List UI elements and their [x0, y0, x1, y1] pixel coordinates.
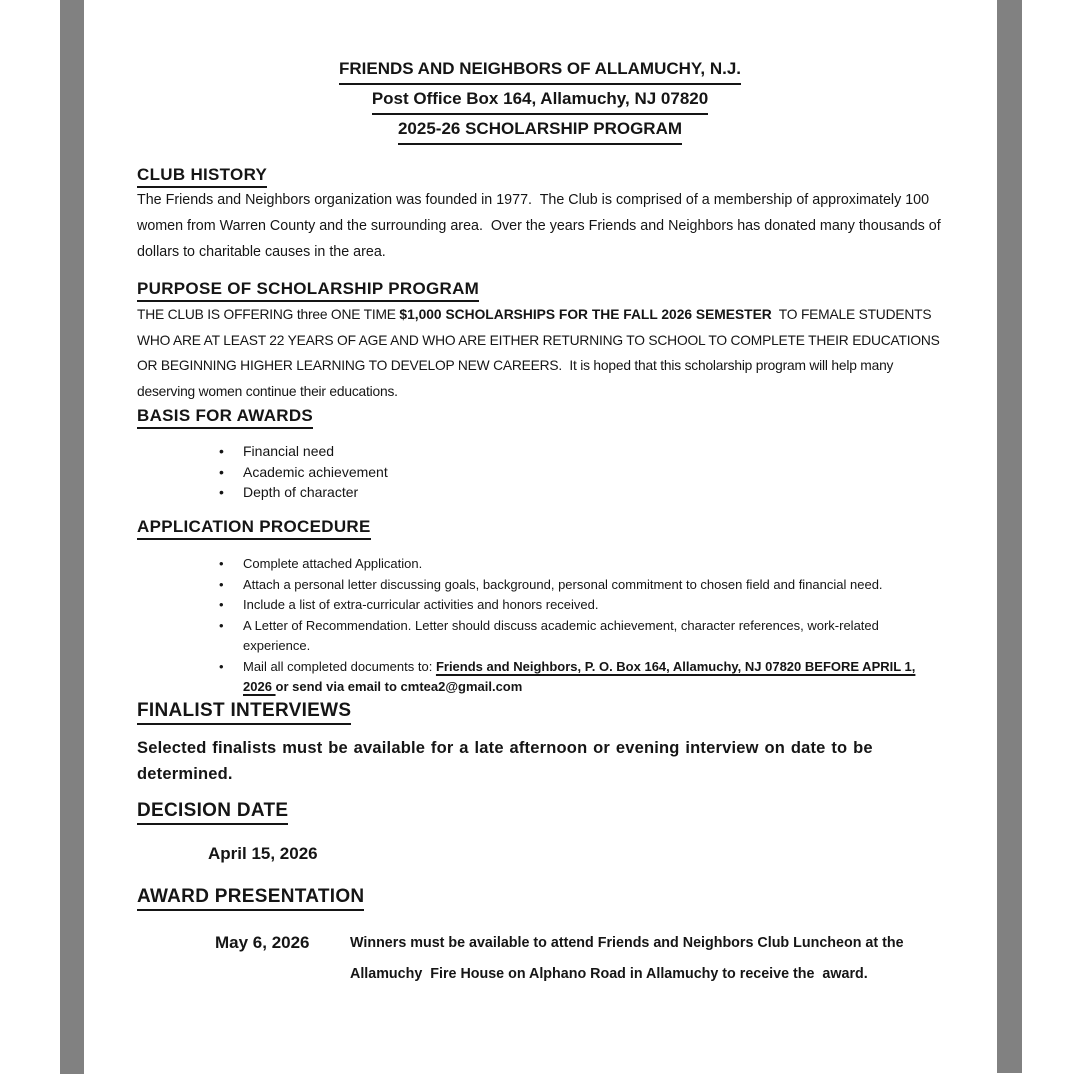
mail-email-text: or send via email to cmtea2@gmail.com [275, 679, 523, 694]
document-sheet [84, 0, 997, 1080]
bullet-label: Include a list of extra-curricular activities and honors received. [243, 597, 599, 612]
finalist-paragraph: Selected finalists must be available for a late afternoon or evening interview on date to be determined. [137, 739, 873, 783]
decision-date-heading: DECISION DATE [137, 800, 943, 825]
document-header [137, 55, 943, 145]
mail-bullet-prefix: Mail all completed documents to: [243, 658, 436, 674]
mail-bullet-text [243, 657, 943, 698]
club-history-paragraph: The Friends and Neighbors organization was founded in 1977. The Club is comprised of a membership of approximately 100 women from Warren County and the surrounding area. Over the years Friends and Neighbors has donated many thousands of dollars to charitable causes in the area. [137, 192, 945, 260]
header-address: Post Office Box 164, Allamuchy, NJ 07820 [137, 85, 943, 115]
right-gray-border-bar [997, 0, 1022, 1073]
basis-bullet-list [137, 441, 1025, 503]
bullet-label: Academic achievement [243, 463, 388, 480]
award-presentation-heading: AWARD PRESENTATION [137, 886, 943, 911]
bullet-icon: • [219, 617, 224, 633]
bullet-label: Complete attached Application. [243, 556, 423, 571]
bullet-icon: • [219, 556, 224, 571]
list-item [219, 441, 1025, 462]
purpose-text-lead: THE CLUB IS OFFERING three ONE TIME [137, 307, 400, 322]
purpose-paragraph [137, 302, 943, 404]
bullet-icon: • [219, 484, 224, 500]
bullet-label: Depth of character [243, 484, 359, 500]
award-presentation-row [137, 928, 943, 989]
mail-address-underlined: Friends and Neighbors, P. O. Box 164, Allamuchy, NJ 07820 BEFORE APRIL 1, 2026 [243, 658, 916, 694]
bullet-icon: • [219, 463, 224, 480]
bullet-label: Attach a personal letter discussing goals, background, personal commitment to chosen field and financial need. [243, 576, 883, 592]
bullet-label: A Letter of Recommendation. Letter should discuss academic achievement, character references, work-related experience. [243, 617, 879, 653]
mail-documents-bullet [219, 657, 1025, 698]
application-procedure-heading: APPLICATION PROCEDURE [137, 517, 943, 540]
award-details-text: Winners must be available to attend Friends and Neighbors Club Luncheon at the Allamuchy Fire House on Alphano Road in Allamuchy to receive the award. [350, 935, 907, 982]
header-program-title: 2025-26 SCHOLARSHIP PROGRAM [137, 115, 943, 145]
purpose-heading: PURPOSE OF SCHOLARSHIP PROGRAM [137, 279, 943, 302]
left-gray-border-bar [60, 0, 84, 1074]
header-org-name: FRIENDS AND NEIGHBORS OF ALLAMUCHY, N.J. [137, 55, 943, 85]
application-bullet-list [137, 554, 1025, 698]
club-history-heading: CLUB HISTORY [137, 165, 943, 188]
bullet-label: Financial need [243, 443, 335, 459]
basis-for-awards-heading: BASIS FOR AWARDS [137, 406, 943, 429]
decision-date-value: April 15, 2026 [208, 844, 318, 863]
list-item [219, 575, 1025, 596]
bullet-icon: • [219, 658, 224, 674]
list-item [219, 462, 1025, 483]
award-date-value: May 6, 2026 [215, 933, 310, 952]
bullet-icon: • [219, 443, 224, 459]
purpose-text-bold-amount: $1,000 SCHOLARSHIPS FOR THE FALL 2026 SEMESTER [399, 307, 772, 322]
purpose-text-rest: TO FEMALE STUDENTS WHO ARE AT LEAST 22 YEARS OF AGE AND WHO ARE EITHER RETURNING TO SCHOOL TO COMPLETE THEIR EDUCATIONS OR BEGINNING HIGHER LEARNING TO DEVELOP NEW CAREERS. It is hoped that this scholarship program will help many deserving women continue their educations. [137, 307, 944, 399]
list-item [219, 554, 1025, 575]
application-bullet-items [219, 554, 1025, 657]
bullet-icon: • [219, 576, 224, 592]
list-item [219, 482, 1025, 503]
finalist-interviews-heading: FINALIST INTERVIEWS [137, 700, 943, 725]
bullet-icon: • [219, 597, 224, 612]
list-item [219, 616, 1025, 657]
list-item [219, 595, 1025, 616]
